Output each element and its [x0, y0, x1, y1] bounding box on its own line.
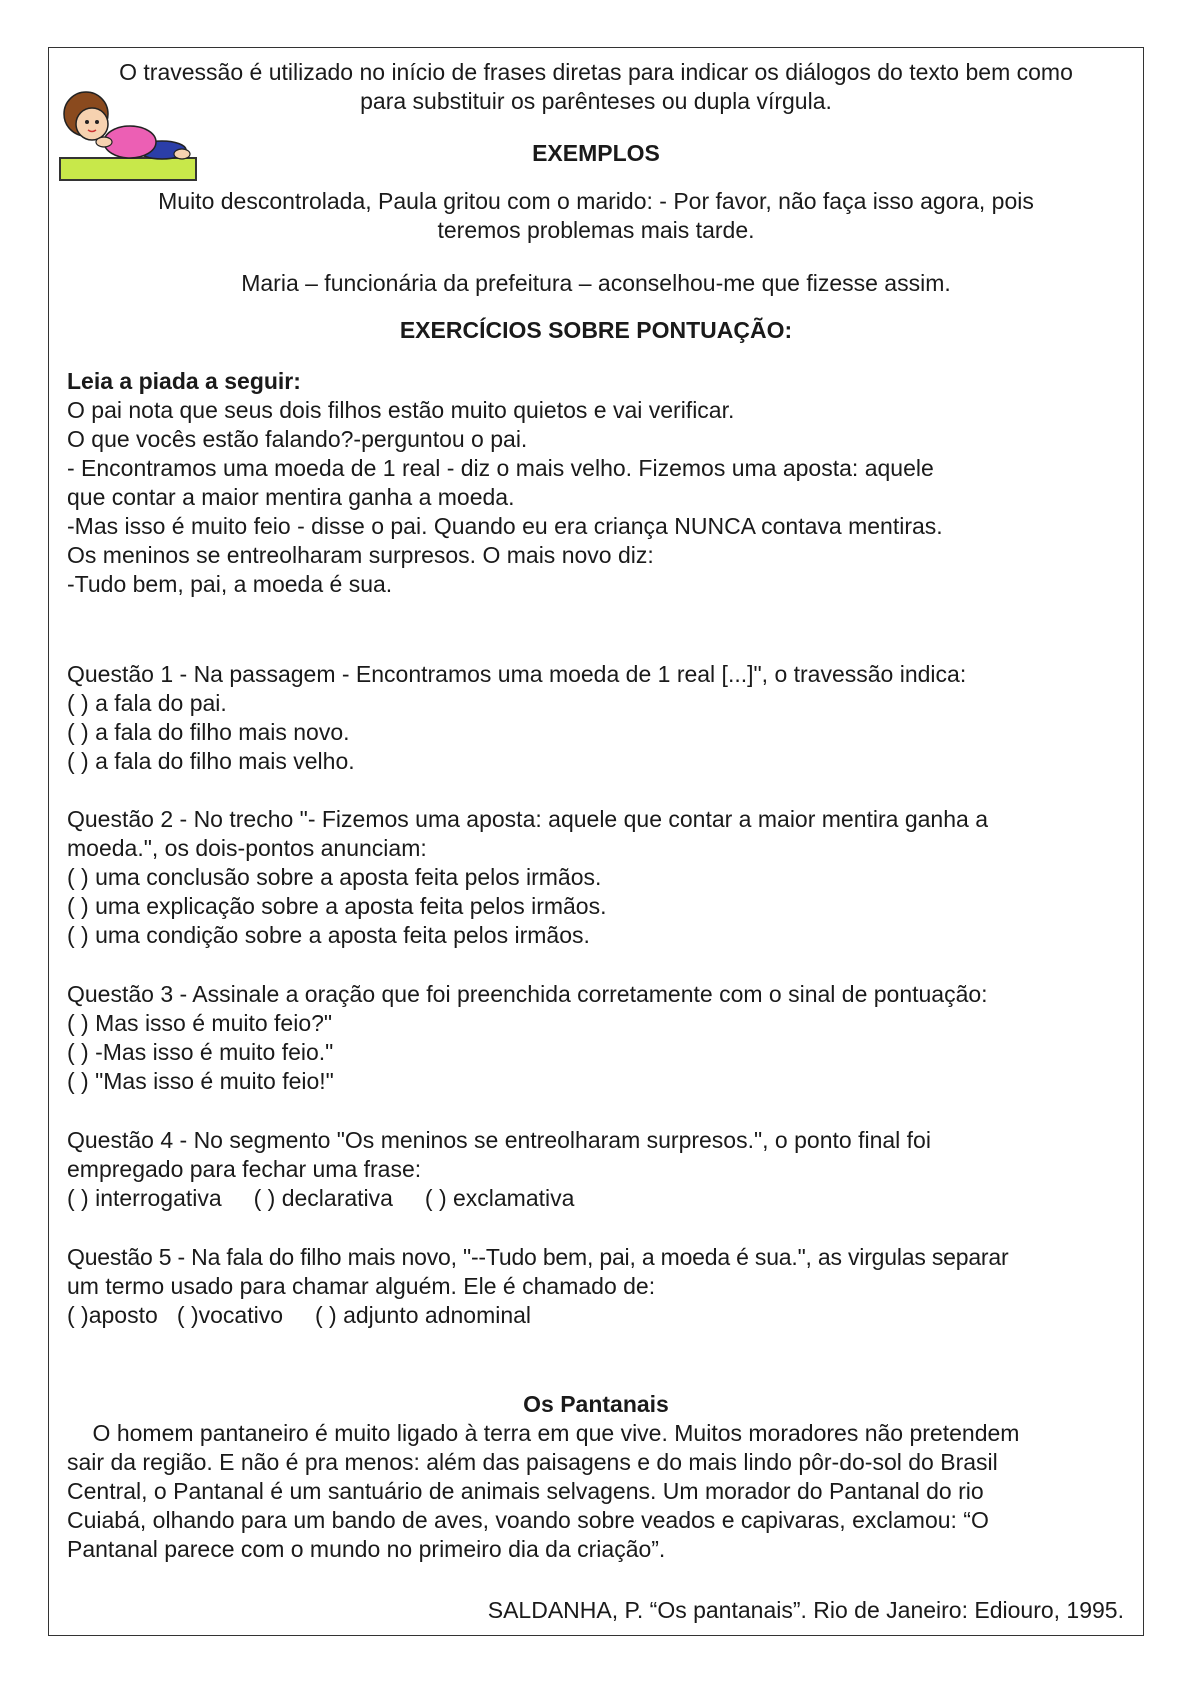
reading-paragraph	[67, 1419, 1127, 1564]
reading-line: Central, o Pantanal é um santuário de animais selvagens. Um morador do Pantanal do rio	[67, 1478, 984, 1504]
answer-options-row[interactable]: ( )aposto ( )vocativo ( ) adjunto adnominal	[67, 1302, 532, 1328]
reading-line: Cuiabá, olhando para um bando de aves, voando sobre veados e capivaras, exclamou: “O	[67, 1507, 989, 1533]
joke-line: - Encontramos uma moeda de 1 real - diz o mais velho. Fizemos uma aposta: aquele	[67, 455, 934, 481]
question-3	[67, 980, 1127, 1096]
intro-line: para substituir os parênteses ou dupla vírgula.	[360, 88, 832, 114]
answer-option[interactable]: ( ) -Mas isso é muito feio."	[67, 1039, 334, 1065]
reading-line: Pantanal parece com o mundo no primeiro dia da criação”.	[67, 1536, 666, 1562]
question-prompt: Questão 2 - No trecho "- Fizemos uma aposta: aquele que contar a maior mentira ganha a	[67, 806, 988, 832]
intro-paragraph	[56, 58, 1136, 116]
answer-options-row[interactable]: ( ) interrogativa ( ) declarativa ( ) exclamativa	[67, 1185, 575, 1211]
question-4	[67, 1126, 1127, 1213]
answer-option[interactable]: ( ) uma conclusão sobre a aposta feita pelos irmãos.	[67, 864, 602, 890]
question-prompt: um termo usado para chamar alguém. Ele é chamado de:	[67, 1273, 656, 1299]
question-prompt: empregado para fechar uma frase:	[67, 1156, 422, 1182]
example-line: Muito descontrolada, Paula gritou com o marido: - Por favor, não faça isso agora, pois	[158, 188, 1034, 214]
answer-option[interactable]: ( ) a fala do filho mais novo.	[67, 719, 350, 745]
joke-line: -Mas isso é muito feio - disse o pai. Quando eu era criança NUNCA contava mentiras.	[67, 513, 943, 539]
reading-line: sair da região. E não é pra menos: além das paisagens e do mais lindo pôr-do-sol do Brasil	[67, 1449, 998, 1475]
intro-line: O travessão é utilizado no início de frases diretas para indicar os diálogos do texto bem como	[119, 59, 1073, 85]
exercises-heading: EXERCÍCIOS SOBRE PONTUAÇÃO:	[399, 317, 793, 343]
answer-option[interactable]: ( ) uma explicação sobre a aposta feita pelos irmãos.	[67, 893, 607, 919]
question-prompt: Questão 1 - Na passagem - Encontramos uma moeda de 1 real [...]", o travessão indica:	[67, 661, 967, 687]
question-2	[67, 805, 1127, 950]
joke-line: O que vocês estão falando?-perguntou o pai.	[67, 426, 528, 452]
question-prompt: Questão 3 - Assinale a oração que foi preenchida corretamente com o sinal de pontuação:	[67, 981, 988, 1007]
answer-option[interactable]: ( ) a fala do pai.	[67, 690, 227, 716]
answer-option[interactable]: ( ) "Mas isso é muito feio!"	[67, 1068, 334, 1094]
question-prompt: Questão 4 - No segmento "Os meninos se entreolharam surpresos.", o ponto final foi	[67, 1127, 931, 1153]
question-prompt: moeda.", os dois-pontos anunciam:	[67, 835, 427, 861]
joke-line: O pai nota que seus dois filhos estão muito quietos e vai verificar.	[67, 397, 735, 423]
example-1	[56, 187, 1136, 245]
joke-line: que contar a maior mentira ganha a moeda.	[67, 484, 515, 510]
joke-title: Leia a piada a seguir:	[67, 368, 301, 394]
reading-source: SALDANHA, P. “Os pantanais”. Rio de Janeiro: Ediouro, 1995.	[487, 1597, 1124, 1623]
reading-line: O homem pantaneiro é muito ligado à terra em que vive. Muitos moradores não pretendem	[67, 1420, 1020, 1446]
answer-option[interactable]: ( ) Mas isso é muito feio?"	[67, 1010, 333, 1036]
example-2: Maria – funcionária da prefeitura – aconselhou-me que fizesse assim.	[241, 270, 951, 296]
question-prompt: Questão 5 - Na fala do filho mais novo, "--Tudo bem, pai, a moeda é sua.", as virgulas separar	[67, 1244, 1009, 1270]
joke-line: -Tudo bem, pai, a moeda é sua.	[67, 571, 393, 597]
question-5	[67, 1243, 1137, 1330]
joke-line: Os meninos se entreolharam surpresos. O mais novo diz:	[67, 542, 654, 568]
answer-option[interactable]: ( ) uma condição sobre a aposta feita pelos irmãos.	[67, 922, 590, 948]
question-1	[67, 660, 1127, 776]
answer-option[interactable]: ( ) a fala do filho mais velho.	[67, 748, 355, 774]
example-line: teremos problemas mais tarde.	[437, 217, 755, 243]
examples-heading: EXEMPLOS	[532, 140, 660, 166]
joke-block	[67, 367, 1127, 599]
reading-title: Os Pantanais	[523, 1391, 669, 1417]
